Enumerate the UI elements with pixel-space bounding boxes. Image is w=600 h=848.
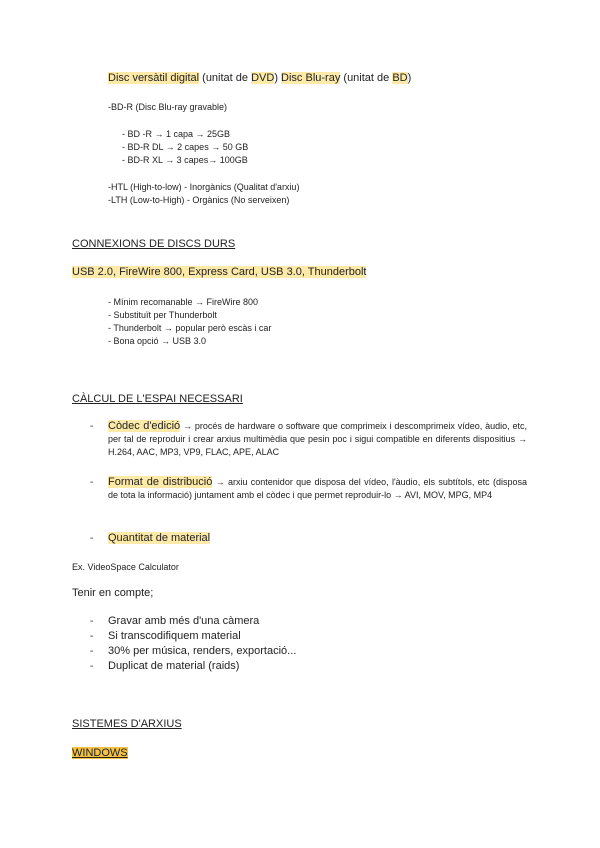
lth-line: -LTH (Low-to-High) - Orgànics (No serveixen) xyxy=(108,195,290,205)
list-item: - Mínim recomanable → FireWire 800 xyxy=(108,297,259,307)
tenir-title: Tenir en compte; xyxy=(72,587,154,599)
codec-paragraph xyxy=(108,420,527,459)
bullet-dash: - xyxy=(90,477,94,488)
section-heading-sistemes: SISTEMES D'ARXIUS xyxy=(72,718,182,730)
list-item: - Bona opció → USB 3.0 xyxy=(108,336,207,346)
bullet-dash: - xyxy=(90,631,94,642)
htl-line: -HTL (High-to-low) - Inorgànics (Qualitat d'arxiu) xyxy=(108,182,300,192)
list-item: Si transcodifiquem material xyxy=(108,630,241,642)
format-term: Format de distribució xyxy=(108,476,213,488)
bd-abbr: BD xyxy=(392,72,408,84)
list-item: - BD-R XL → 3 capes→ 100GB xyxy=(122,155,248,165)
connection-types-text: USB 2.0, FireWire 800, Express Card, USB 3.0, Thunderbolt xyxy=(72,266,367,278)
list-item: 30% per música, renders, exportació... xyxy=(108,645,297,657)
codec-term: Còdec d'edició xyxy=(108,420,181,432)
format-desc: → arxiu contenidor que disposa del vídeo, l'àudio, els subtítols, etc (disposa de tota la informació) juntament amb el còdec i que permet reproduir-lo → AVI, MOV, MPG, MP4 xyxy=(108,477,527,500)
section-heading-calcul: CÀLCUL DE L'ESPAI NECESSARI xyxy=(72,393,243,405)
dvd-unit-post: ) xyxy=(274,72,282,84)
bullet-dash: - xyxy=(90,646,94,657)
quantity-item xyxy=(108,532,210,544)
disc-types-line xyxy=(108,72,411,84)
list-item: - BD -R → 1 capa → 25GB xyxy=(122,129,231,139)
bullet-dash: - xyxy=(90,533,94,544)
bullet-dash: - xyxy=(90,616,94,627)
bullet-dash: - xyxy=(90,421,94,432)
dvd-abbr: DVD xyxy=(251,72,275,84)
dvd-unit-pre: (unitat de xyxy=(199,72,252,84)
section-heading-connexions: CONNEXIONS DE DISCS DURS xyxy=(72,238,236,250)
dvd-label: Disc versàtil digital xyxy=(108,72,200,84)
example-line: Ex. VideoSpace Calculator xyxy=(72,562,179,572)
bullet-dash: - xyxy=(90,661,94,672)
windows-heading xyxy=(72,747,128,759)
list-item: - Thunderbolt → popular però escàs i car xyxy=(108,323,272,333)
format-paragraph xyxy=(108,476,527,502)
codec-desc: → procés de hardware o software que comprimeix i descomprimeix vídeo, àudio, etc, per tal de reproduir i crear arxius multimèdia que pesin poc i sigui compatible en diferents dispositius → H.264, AAC, MP3, VP9, FLAC, APE, ALAC xyxy=(108,421,527,457)
bd-unit-post: ) xyxy=(407,72,412,84)
windows-label: WINDOWS xyxy=(72,747,128,759)
quantity-term: Quantitat de material xyxy=(108,532,211,544)
list-item: - BD-R DL → 2 capes → 50 GB xyxy=(122,142,249,152)
list-item: Duplicat de material (raids) xyxy=(108,660,240,672)
connection-types xyxy=(72,266,366,278)
list-item: - Substituït per Thunderbolt xyxy=(108,310,217,320)
list-item: Gravar amb més d'una càmera xyxy=(108,615,260,627)
bdr-title: -BD-R (Disc Blu-ray gravable) xyxy=(108,102,228,112)
bd-unit-pre: (unitat de xyxy=(340,72,393,84)
bd-label: Disc Blu-ray xyxy=(281,72,341,84)
